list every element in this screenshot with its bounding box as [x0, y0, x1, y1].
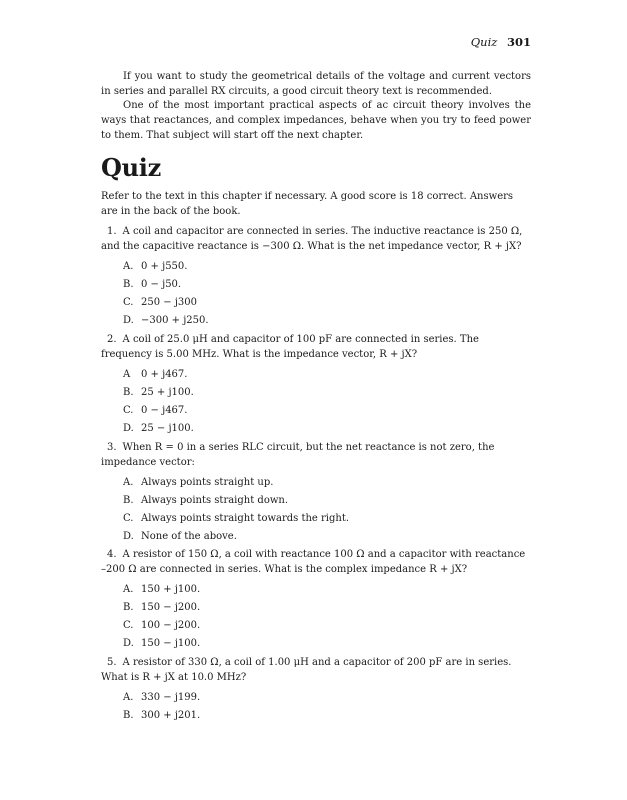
- option-text: 100 − j200.: [141, 620, 201, 632]
- option-text: None of the above.: [141, 531, 237, 543]
- option-label: C.: [123, 405, 134, 417]
- answer-option: [123, 689, 531, 707]
- question-text: A resistor of 150 Ω, a coil with reactance 100 Ω and a capacitor with reactance –200 Ω are connected in series. What is the complex impedance R + jX?: [101, 549, 526, 575]
- answer-option: [123, 599, 531, 617]
- option-text: 300 + j201.: [141, 710, 201, 722]
- option-text: Always points straight up.: [141, 477, 274, 489]
- answer-option: [123, 294, 531, 312]
- answer-option: [123, 617, 531, 635]
- answer-option: [123, 384, 531, 402]
- answer-options: [101, 258, 531, 330]
- question-text: A coil and capacitor are connected in series. The inductive reactance is 250 Ω, and the capacitive reactance is −300 Ω. What is the net impedance vector, R + jX?: [101, 226, 523, 252]
- option-label: A.: [123, 692, 134, 704]
- question-number: 5.: [107, 657, 117, 668]
- answer-option: [123, 276, 531, 294]
- question-number: 4.: [107, 549, 117, 560]
- option-text: −300 + j250.: [141, 315, 209, 327]
- answer-option: [123, 635, 531, 653]
- question-text: A coil of 25.0 μH and capacitor of 100 pF are connected in series. The frequency is 5.00 MHz. What is the impedance vector, R + jX?: [101, 334, 479, 360]
- answer-option: [123, 402, 531, 420]
- option-text: 0 − j50.: [141, 279, 182, 291]
- option-label: A.: [123, 477, 134, 489]
- question-number: 3.: [107, 442, 117, 453]
- option-label: C.: [123, 620, 134, 632]
- option-label: C.: [123, 297, 134, 309]
- answer-options: [101, 689, 531, 725]
- option-label: D.: [123, 423, 134, 435]
- intro-text: [101, 70, 531, 144]
- question-text: When R = 0 in a series RLC circuit, but the net reactance is not zero, the impedance vector:: [101, 442, 495, 468]
- page-number: 301: [506, 35, 531, 49]
- answer-option: [123, 528, 531, 546]
- option-label: B.: [123, 279, 134, 291]
- running-head-title: Quiz: [470, 35, 498, 49]
- option-text: 25 − j100.: [141, 423, 194, 435]
- answer-options: [101, 366, 531, 438]
- option-text: 150 − j100.: [141, 638, 201, 650]
- question-stem: [101, 656, 531, 685]
- answer-option: [123, 366, 531, 384]
- answer-option: [123, 581, 531, 599]
- question-text: A resistor of 330 Ω, a coil of 1.00 μH and a capacitor of 200 pF are in series. What is R + jX at 10.0 MHz?: [101, 657, 512, 683]
- answer-option: [123, 474, 531, 492]
- option-text: 25 + j100.: [141, 387, 194, 399]
- option-text: 250 − j300: [141, 297, 198, 309]
- intro-paragraph: One of the most important practical aspects of ac circuit theory involves the ways that reactances, and complex impedances, behave when you try to feed power to them. That subject will start off the next chapter.: [101, 100, 531, 141]
- answer-option: [123, 312, 531, 330]
- question-4: [101, 548, 531, 653]
- option-label: B.: [123, 387, 134, 399]
- question-stem: [101, 225, 531, 254]
- section-title: Quiz: [101, 153, 161, 182]
- answer-options: [101, 474, 531, 546]
- question-number: 1.: [107, 226, 117, 237]
- option-text: 0 + j550.: [141, 261, 188, 273]
- question-2: [101, 333, 531, 438]
- question-1: [101, 225, 531, 330]
- option-label: A.: [123, 261, 134, 273]
- option-text: 0 + j467.: [141, 369, 188, 381]
- option-text: 0 − j467.: [141, 405, 188, 417]
- option-label: A.: [123, 584, 134, 596]
- option-text: 330 − j199.: [141, 692, 201, 704]
- option-label: B.: [123, 495, 134, 507]
- option-label: C.: [123, 513, 134, 525]
- question-5: [101, 656, 531, 725]
- answer-option: [123, 707, 531, 725]
- option-text: Always points straight towards the right.: [141, 513, 350, 525]
- option-text: 150 + j100.: [141, 584, 201, 596]
- answer-options: [101, 581, 531, 653]
- option-label: D.: [123, 531, 134, 543]
- option-label: D.: [123, 638, 134, 650]
- answer-option: [123, 492, 531, 510]
- answer-option: [123, 510, 531, 528]
- question-stem: [101, 548, 531, 577]
- option-text: Always points straight down.: [141, 495, 289, 507]
- question-number: 2.: [107, 334, 117, 345]
- question-stem: [101, 333, 531, 362]
- option-label: A: [123, 369, 131, 381]
- option-text: 150 − j200.: [141, 602, 201, 614]
- option-label: B.: [123, 710, 134, 722]
- question-stem: [101, 441, 531, 470]
- option-label: B.: [123, 602, 134, 614]
- quiz-instructions: Refer to the text in this chapter if necessary. A good score is 18 correct. Answers are in the back of the book.: [101, 191, 514, 217]
- answer-option: [123, 420, 531, 438]
- intro-paragraph: If you want to study the geometrical details of the voltage and current vectors in series and parallel RX circuits, a good circuit theory text is recommended.: [101, 71, 531, 97]
- option-label: D.: [123, 315, 134, 327]
- running-head: [471, 35, 531, 49]
- question-3: [101, 441, 531, 546]
- answer-option: [123, 258, 531, 276]
